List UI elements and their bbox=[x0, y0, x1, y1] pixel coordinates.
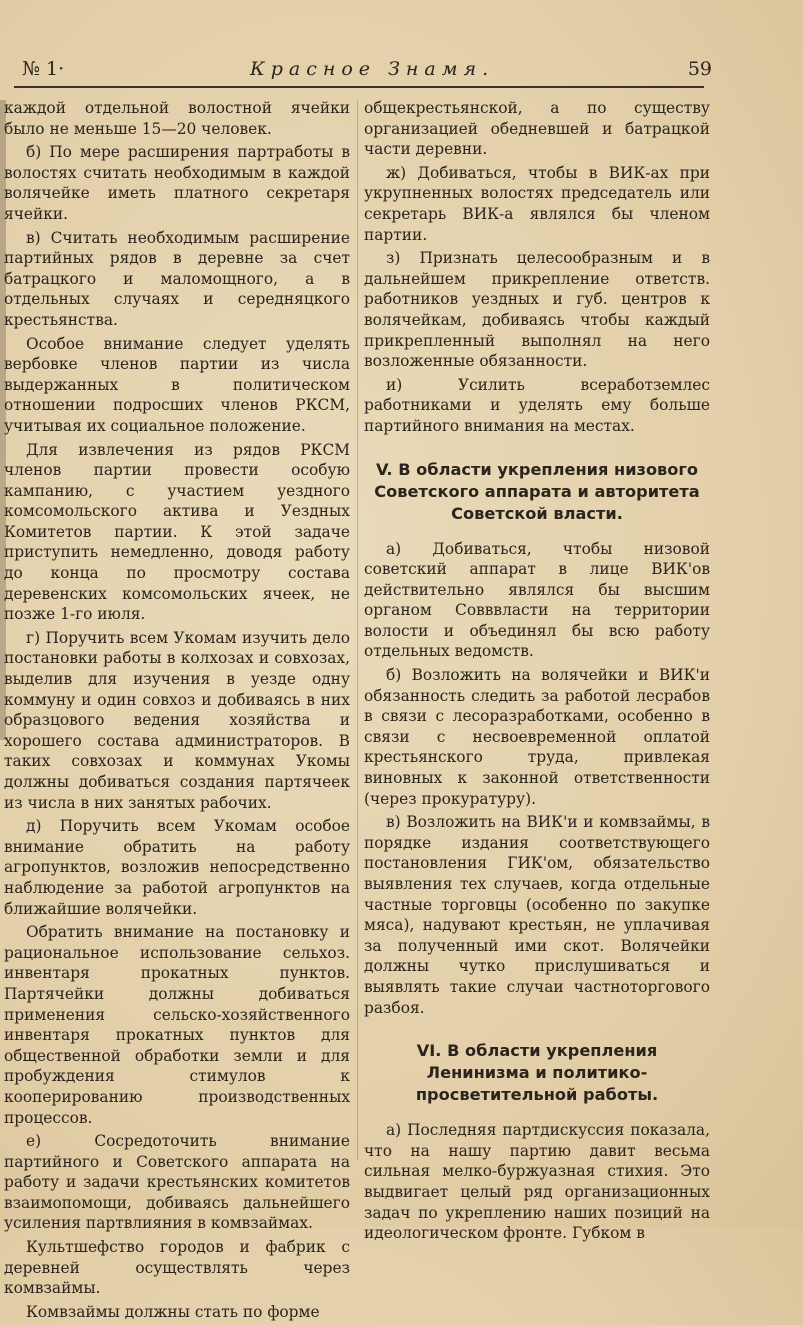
paragraph: а) Добиваться, чтобы низовой советский аппарат в лице ВИК'ов действительно являлся бы высшим органом Совввласти на территории волости и объединял бы всю работу отдельных ведомств. bbox=[364, 539, 710, 661]
paragraph: ж) Добиваться, чтобы в ВИК-ах при укрупненных волостях председатель или секретарь ВИК-а являлся бы членом партии. bbox=[364, 163, 710, 244]
paragraph: каждой отдельной волостной ячейки было не меньше 15—20 человек. bbox=[4, 99, 350, 138]
paragraph: общекрестьянской, а по существу организацией обедневшей и батрацкой части деревни. bbox=[364, 99, 710, 159]
section-heading-vi: VI. В области укрепления Ленинизма и политико-просветительной работы. bbox=[415, 1041, 659, 1105]
right-column bbox=[364, 98, 710, 1247]
paragraph: Культшефство городов и фабрик с деревней осуществлять через комвзаймы. bbox=[4, 1238, 350, 1298]
paragraph: Комвзаймы должны стать по форме bbox=[26, 1302, 320, 1321]
paragraph: Особое внимание следует уделять вербовке членов партии из числа выдержанных в политическом отношении подросших членов РКСМ, учитывая их социальное положение. bbox=[4, 334, 350, 435]
section-heading-v: V. В области укрепления низового Советского аппарата и авторитета Советской власти. bbox=[374, 459, 700, 523]
paragraph: Для извлечения из рядов РКСМ членов партии провести особую кампанию, с участием уездного комсомольского актива и Уездных Комитетов партии. К этой задаче приступить немедленно, доводя работу до конца по просмотру состава деревенских комсомольских ячеек, не позже 1-го июля. bbox=[4, 440, 350, 624]
paragraph: а) Последняя партдискуссия показала, что на нашу партию давит весьма сильная мелко-буржуазная стихия. Это выдвигает целый ряд организационных задач по укреплению наших позиций на идеологическом фронте. Губком в bbox=[364, 1121, 710, 1243]
paragraph: в) Считать необходимым расширение партийных рядов в деревне за счет батрацкого и маломощного, а в отдельных случаях и середняцкого крестьянства. bbox=[4, 228, 350, 329]
paragraph: е) Сосредоточить внимание партийного и Советского аппарата на работу и задачи крестьянских комитетов взаимопомощи, добиваясь дальнейшего усиления партвлияния в комвзаймах. bbox=[4, 1132, 350, 1233]
newspaper-title: Красное Знамя. bbox=[250, 58, 495, 80]
paragraph: и) Усилить всеработземлес работниками и уделять ему больше партийного внимания на местах. bbox=[364, 375, 710, 435]
paragraph: з) Признать целесообразным и в дальнейшем прикрепление ответств. работников уездных и губ. центров к волячейкам, добиваясь чтобы каждый прикрепленный выполнял на него возложенные обязанности. bbox=[364, 249, 710, 371]
paragraph: д) Поручить всем Укомам особое внимание обратить на работу агропунктов, возложив непосредственно наблюдение за работой агропунктов на ближайшие волячейки. bbox=[4, 817, 350, 918]
page-number: 59 bbox=[687, 58, 712, 80]
column-divider bbox=[357, 100, 358, 1160]
issue-number: № 1· bbox=[22, 58, 65, 80]
paragraph: в) Возложить на ВИК'и и комвзаймы, в порядке издания соответствующего постановления ГИК'ом, обязательство выявления тех случаев, когда отдельные частные торговцы (особенно по закупке мяса), надувают крестьян, не уплачивая за полученный ими скот. Волячейки должны чутко прислушиваться и выявлять такие случаи частноторгового разбоя. bbox=[364, 813, 710, 1017]
paragraph: б) Возложить на волячейки и ВИК'и обязанность следить за работой лесрабов в связи с лесоразработками, особенно в связи с несвоевременной оплатой крестьянского труда, привлекая виновных к законной ответственности (через прокуратуру). bbox=[364, 666, 710, 808]
page-header bbox=[22, 54, 712, 84]
left-column bbox=[4, 98, 350, 1325]
paragraph: г) Поручить всем Укомам изучить дело постановки работы в колхозах и совхозах, выделив для изучения в уезде одну коммуну и один совхоз и добиваясь в них образцового ведения хозяйства и хорошего состава администраторов. В таких совхозах и коммунах Укомы должны добиваться создания партячеек из числа в них занятых рабочих. bbox=[4, 628, 350, 812]
paragraph: б) По мере расширения партработы в волостях считать необходимым в каждой волячейке иметь платного секретаря ячейки. bbox=[4, 143, 350, 223]
header-rule bbox=[14, 86, 704, 88]
paragraph: Обратить внимание на постановку и рациональное использование сельхоз. инвентаря прокатных пунктов. Партячейки должны добиваться применения сельско-хозяйственного инвентаря прокатных пунктов для общественной обработки земли и для пробуждения стимулов к кооперированию производственных процессов. bbox=[4, 923, 350, 1127]
